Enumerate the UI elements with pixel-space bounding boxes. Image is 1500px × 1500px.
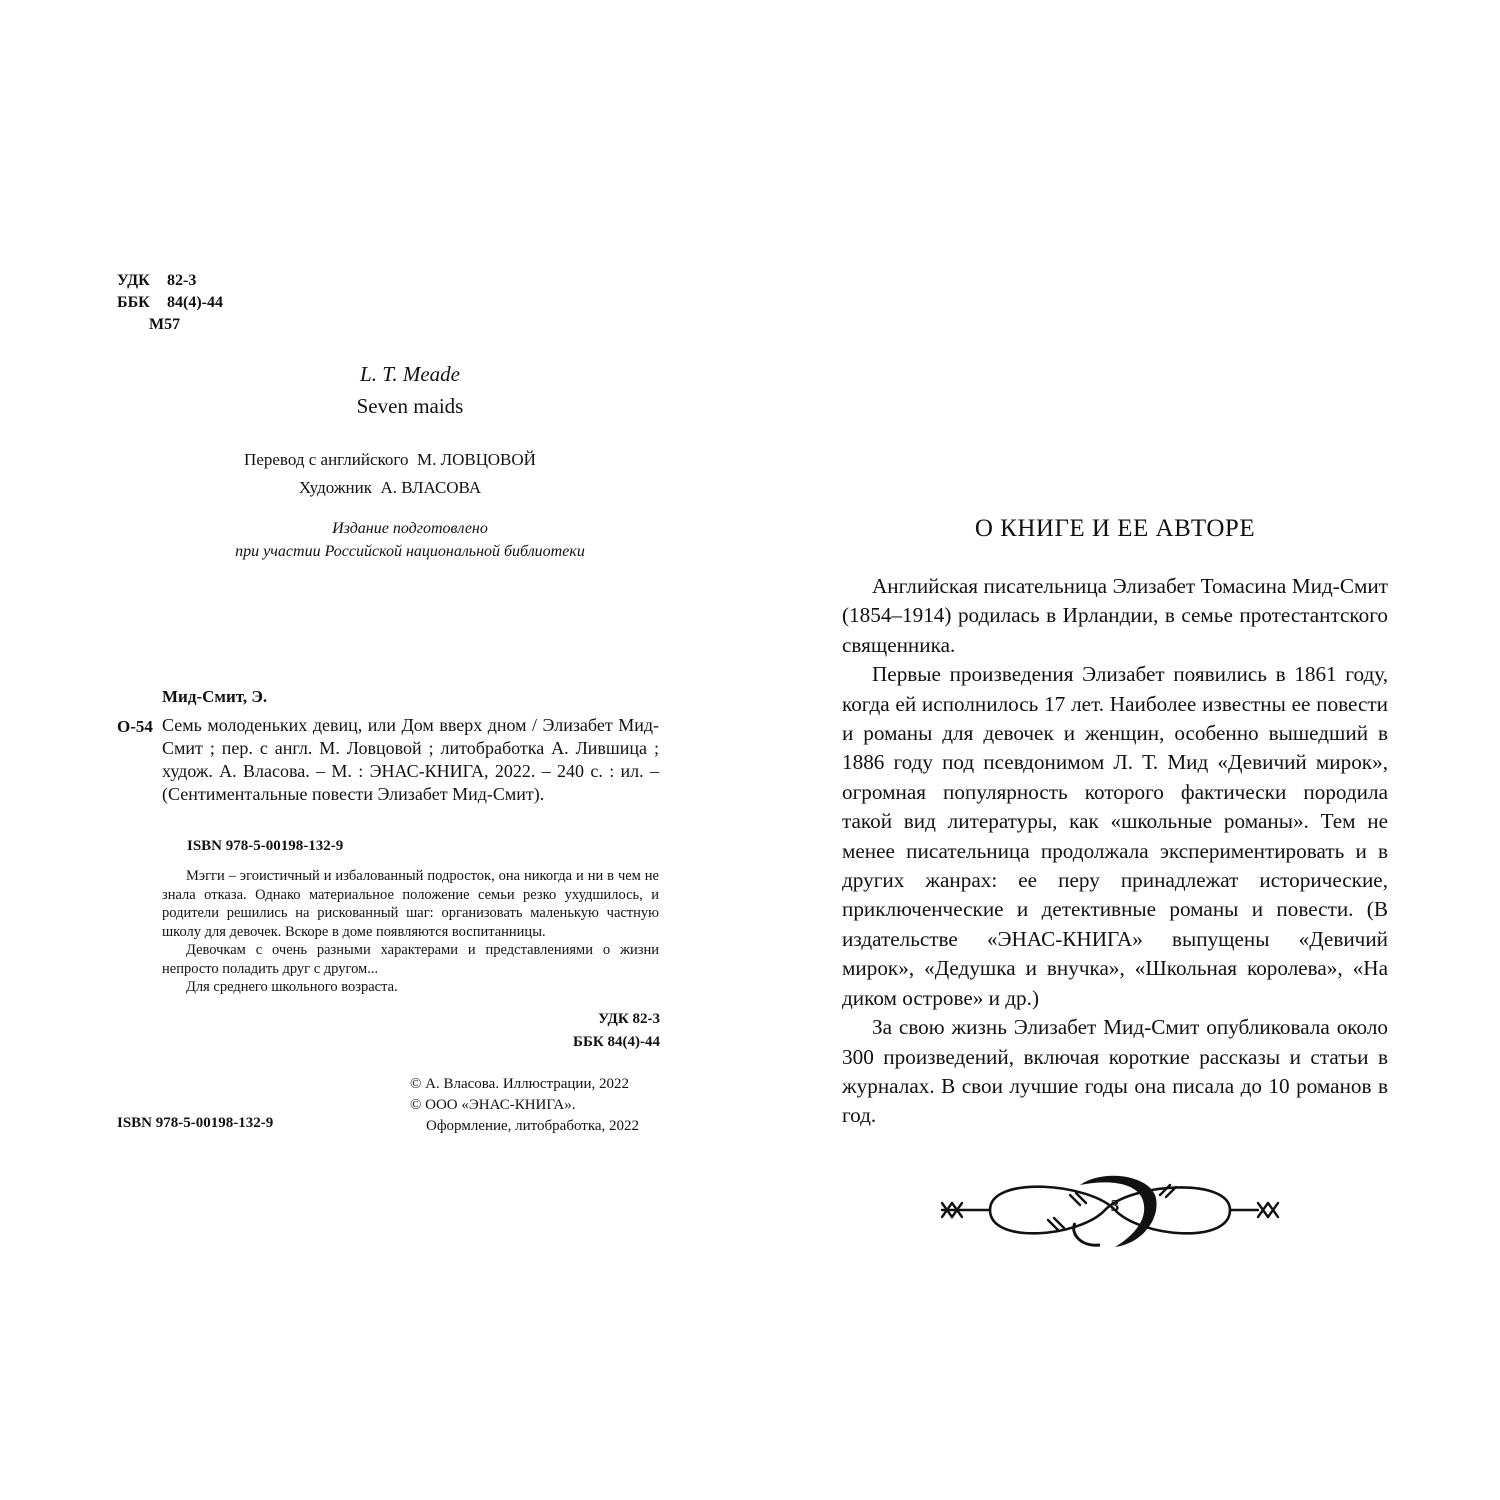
translation-credit: Перевод с английского М. ЛОВЦОВОЙ [244, 450, 536, 469]
annotation-paragraph: Для среднего школьного возраста. [186, 979, 398, 995]
chapter-body [842, 572, 1388, 1131]
chapter-title: О КНИГЕ И ЕЕ АВТОРЕ [974, 515, 1256, 542]
copyright-line: Оформление, литобработка, 2022 [426, 1118, 640, 1134]
catalog-author: Мид-Смит, Э. [162, 687, 268, 706]
bbk-code-bottom: ББК 84(4)-44 [573, 1034, 660, 1050]
edition-note [160, 517, 660, 563]
bbk-label: ББК [117, 294, 150, 311]
classification-codes [117, 270, 223, 336]
edition-note-line: при участии Российской национальной библиотеки [235, 543, 585, 560]
copyright-block [410, 1074, 639, 1137]
catalog-code: О-54 [117, 717, 153, 736]
annotation [162, 867, 659, 997]
artist-credit: Художник А. ВЛАСОВА [298, 478, 482, 497]
classification-codes-bottom [460, 1008, 660, 1054]
udk-code-bottom: УДК 82-3 [598, 1011, 660, 1027]
isbn-bottom: ISBN 978-5-00198-132-9 [117, 1115, 274, 1131]
author-mark: М57 [149, 316, 181, 333]
original-author: L. T. Meade [360, 362, 460, 386]
catalog-description: Семь молоденьких девиц, или Дом вверх дном / Элизабет Мид-Смит ; пер. с англ. М. Ловцовой ; литобработка А. Лившица ; худож. А. Власова. – М. : ЭНАС-КНИГА, 2022. – 240 с. : ил. – (Сентиментальные повести Элизабет Мид-Смит). [162, 715, 659, 804]
edition-note-line: Издание подготовлено [332, 520, 488, 537]
annotation-paragraph: Девочкам с очень разными характерами и представлениями о жизни непросто поладить друг с другом... [162, 942, 659, 977]
body-paragraph: Английская писательница Элизабет Томасина Мид-Смит (1854–1914) родилась в Ирландии, в семье протестантского священника. [842, 574, 1388, 657]
catalog-isbn: ISBN 978-5-00198-132-9 [187, 838, 344, 854]
body-paragraph: За свою жизнь Элизабет Мид-Смит опубликовала около 300 произведений, включая короткие рассказы и статьи в журналах. В свои лучшие годы она писала до 10 романов в год. [842, 1015, 1388, 1128]
copyright-line: © ООО «ЭНАС-КНИГА». [410, 1097, 576, 1113]
annotation-paragraph: Мэгги – эгоистичный и избалованный подросток, она никогда и ни в чем не знала отказа. Однако материальное положение семьи резко ухудшилось, и родители решились на рискованный шаг: организовать маленькую частную школу для девочек. Вскоре в доме появляются воспитанницы. [162, 868, 659, 940]
body-paragraph: Первые произведения Элизабет появились в 1861 году, когда ей исполнилось 17 лет. Наиболее известны ее повести и романы для девочек и женщин, особенно вышедший в 1886 году под псевдонимом Л. Т. Мид «Девичий мирок», огромная популярность которого фактически породила такой вид литературы, как «школьные романы». Тем не менее писательница продолжала экспериментировать и в других жанрах: ее перу принадлежат исторические, приключенческие и детективные романы и повести. (В издательстве «ЭНАС-КНИГА» выпущены «Девичий мирок», «Дедушка и внучка», «Школьная королева», «На диком острове» и др.) [842, 662, 1388, 1010]
udk-value: 82-3 [167, 272, 197, 289]
page-number: 3 [1110, 1196, 1120, 1215]
bbk-value: 84(4)-44 [167, 294, 223, 311]
copyright-line: © А. Власова. Иллюстрации, 2022 [410, 1076, 629, 1092]
original-title: Seven maids [356, 394, 464, 418]
udk-label: УДК [117, 272, 150, 289]
